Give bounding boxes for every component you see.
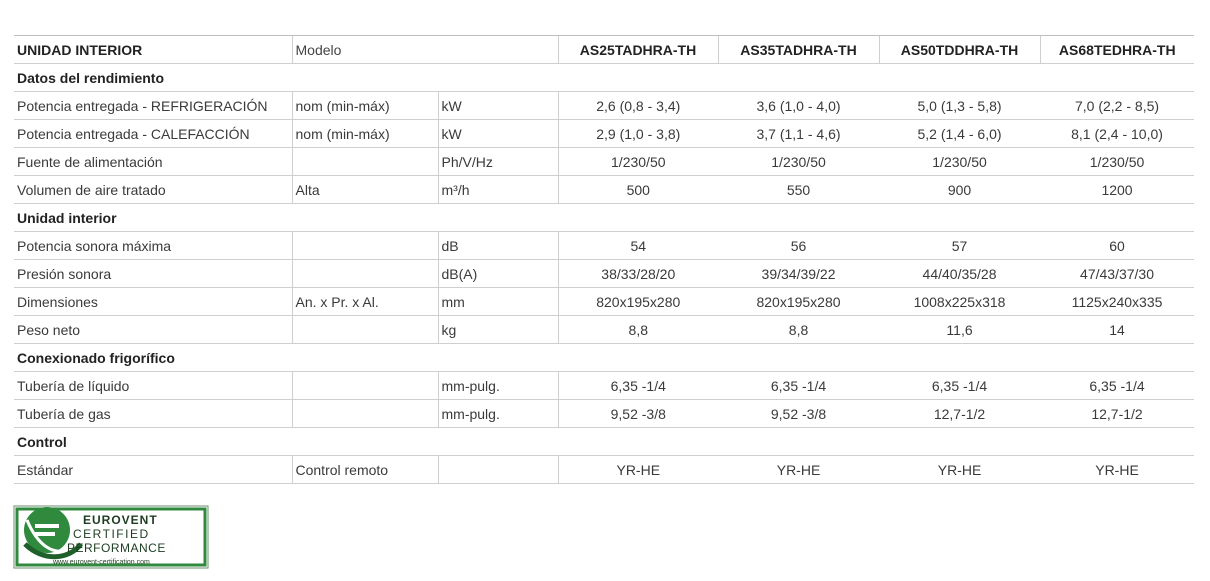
section-title: Unidad interior (14, 204, 1194, 232)
table-row (14, 148, 1194, 176)
logo-text-certified: CERTIFIED (73, 527, 150, 541)
row-value: 3,6 (1,0 - 4,0) (718, 92, 879, 120)
table-row (14, 260, 1194, 288)
row-value: 12,7-1/2 (1040, 400, 1194, 428)
row-value: 11,6 (879, 316, 1040, 344)
row-value: YR-HE (879, 456, 1040, 484)
row-value: 900 (879, 176, 1040, 204)
spec-sheet (14, 35, 1194, 484)
logo-text-performance: PERFORMANCE (67, 541, 166, 555)
row-value: 1125x240x335 (1040, 288, 1194, 316)
row-value: 54 (558, 232, 718, 260)
row-value: 3,7 (1,1 - 4,6) (718, 120, 879, 148)
row-value: 56 (718, 232, 879, 260)
row-condition: nom (min-máx) (292, 92, 438, 120)
section-title: Conexionado frigorífico (14, 344, 1194, 372)
row-condition: nom (min-máx) (292, 120, 438, 148)
row-label: Potencia entregada - CALEFACCIÓN (14, 120, 292, 148)
table-row (14, 176, 1194, 204)
row-unit: kW (438, 92, 558, 120)
section-title: Datos del rendimiento (14, 64, 1194, 92)
row-value: 9,52 -3/8 (558, 400, 718, 428)
row-unit: Ph/V/Hz (438, 148, 558, 176)
row-value: 6,35 -1/4 (1040, 372, 1194, 400)
table-row (14, 232, 1194, 260)
table-row (14, 288, 1194, 316)
row-value: 12,7-1/2 (879, 400, 1040, 428)
table-row (14, 456, 1194, 484)
row-unit: kg (438, 316, 558, 344)
model-name: AS25TADHRA-TH (558, 36, 718, 64)
row-label: Dimensiones (14, 288, 292, 316)
header-label: UNIDAD INTERIOR (14, 36, 292, 64)
row-value: 38/33/28/20 (558, 260, 718, 288)
row-unit: dB (438, 232, 558, 260)
row-value: 57 (879, 232, 1040, 260)
row-condition (292, 260, 438, 288)
row-value: 5,2 (1,4 - 6,0) (879, 120, 1040, 148)
row-value: 9,52 -3/8 (718, 400, 879, 428)
model-name: AS50TDDHRA-TH (879, 36, 1040, 64)
section-row (14, 428, 1194, 456)
row-value: 47/43/37/30 (1040, 260, 1194, 288)
spec-table (14, 35, 1194, 484)
row-condition (292, 316, 438, 344)
row-unit: kW (438, 120, 558, 148)
row-value: 2,9 (1,0 - 3,8) (558, 120, 718, 148)
eurovent-certified-logo (13, 500, 209, 572)
row-value: 60 (1040, 232, 1194, 260)
row-value: 2,6 (0,8 - 3,4) (558, 92, 718, 120)
section-title: Control (14, 428, 1194, 456)
row-label: Potencia entregada - REFRIGERACIÓN (14, 92, 292, 120)
row-unit: mm (438, 288, 558, 316)
row-condition (292, 232, 438, 260)
row-condition (292, 400, 438, 428)
row-condition: An. x Pr. x Al. (292, 288, 438, 316)
section-row (14, 204, 1194, 232)
row-value: 8,8 (558, 316, 718, 344)
row-value: 14 (1040, 316, 1194, 344)
row-unit: m³/h (438, 176, 558, 204)
row-label: Peso neto (14, 316, 292, 344)
row-value: 8,8 (718, 316, 879, 344)
row-condition: Alta (292, 176, 438, 204)
row-condition: Control remoto (292, 456, 438, 484)
row-label: Volumen de aire tratado (14, 176, 292, 204)
row-value: 820x195x280 (558, 288, 718, 316)
row-label: Estándar (14, 456, 292, 484)
row-value: 1/230/50 (879, 148, 1040, 176)
row-unit: dB(A) (438, 260, 558, 288)
row-label: Tubería de líquido (14, 372, 292, 400)
row-unit (438, 456, 558, 484)
row-condition (292, 372, 438, 400)
row-value: 1/230/50 (1040, 148, 1194, 176)
row-value: 500 (558, 176, 718, 204)
row-value: 1/230/50 (718, 148, 879, 176)
row-label: Potencia sonora máxima (14, 232, 292, 260)
row-label: Fuente de alimentación (14, 148, 292, 176)
row-unit: mm-pulg. (438, 400, 558, 428)
logo-text-eurovent: EUROVENT (83, 513, 158, 527)
table-row (14, 372, 1194, 400)
model-name: AS68TEDHRA-TH (1040, 36, 1194, 64)
row-value: 5,0 (1,3 - 5,8) (879, 92, 1040, 120)
table-header-row (14, 36, 1194, 64)
row-value: 7,0 (2,2 - 8,5) (1040, 92, 1194, 120)
row-unit: mm-pulg. (438, 372, 558, 400)
logo-url: www.eurovent-certification.com (53, 559, 150, 566)
row-condition (292, 148, 438, 176)
row-value: 820x195x280 (718, 288, 879, 316)
table-row (14, 400, 1194, 428)
row-value: 8,1 (2,4 - 10,0) (1040, 120, 1194, 148)
row-value: 44/40/35/28 (879, 260, 1040, 288)
row-label: Presión sonora (14, 260, 292, 288)
row-value: 550 (718, 176, 879, 204)
row-value: 6,35 -1/4 (718, 372, 879, 400)
table-row (14, 92, 1194, 120)
row-value: 1008x225x318 (879, 288, 1040, 316)
section-row (14, 344, 1194, 372)
row-value: YR-HE (1040, 456, 1194, 484)
table-row (14, 120, 1194, 148)
header-model-label: Modelo (292, 36, 558, 64)
row-value: YR-HE (558, 456, 718, 484)
row-value: 1/230/50 (558, 148, 718, 176)
table-row (14, 316, 1194, 344)
row-value: 6,35 -1/4 (879, 372, 1040, 400)
row-value: 39/34/39/22 (718, 260, 879, 288)
row-value: 1200 (1040, 176, 1194, 204)
model-name: AS35TADHRA-TH (718, 36, 879, 64)
section-row (14, 64, 1194, 92)
row-value: YR-HE (718, 456, 879, 484)
row-label: Tubería de gas (14, 400, 292, 428)
row-value: 6,35 -1/4 (558, 372, 718, 400)
